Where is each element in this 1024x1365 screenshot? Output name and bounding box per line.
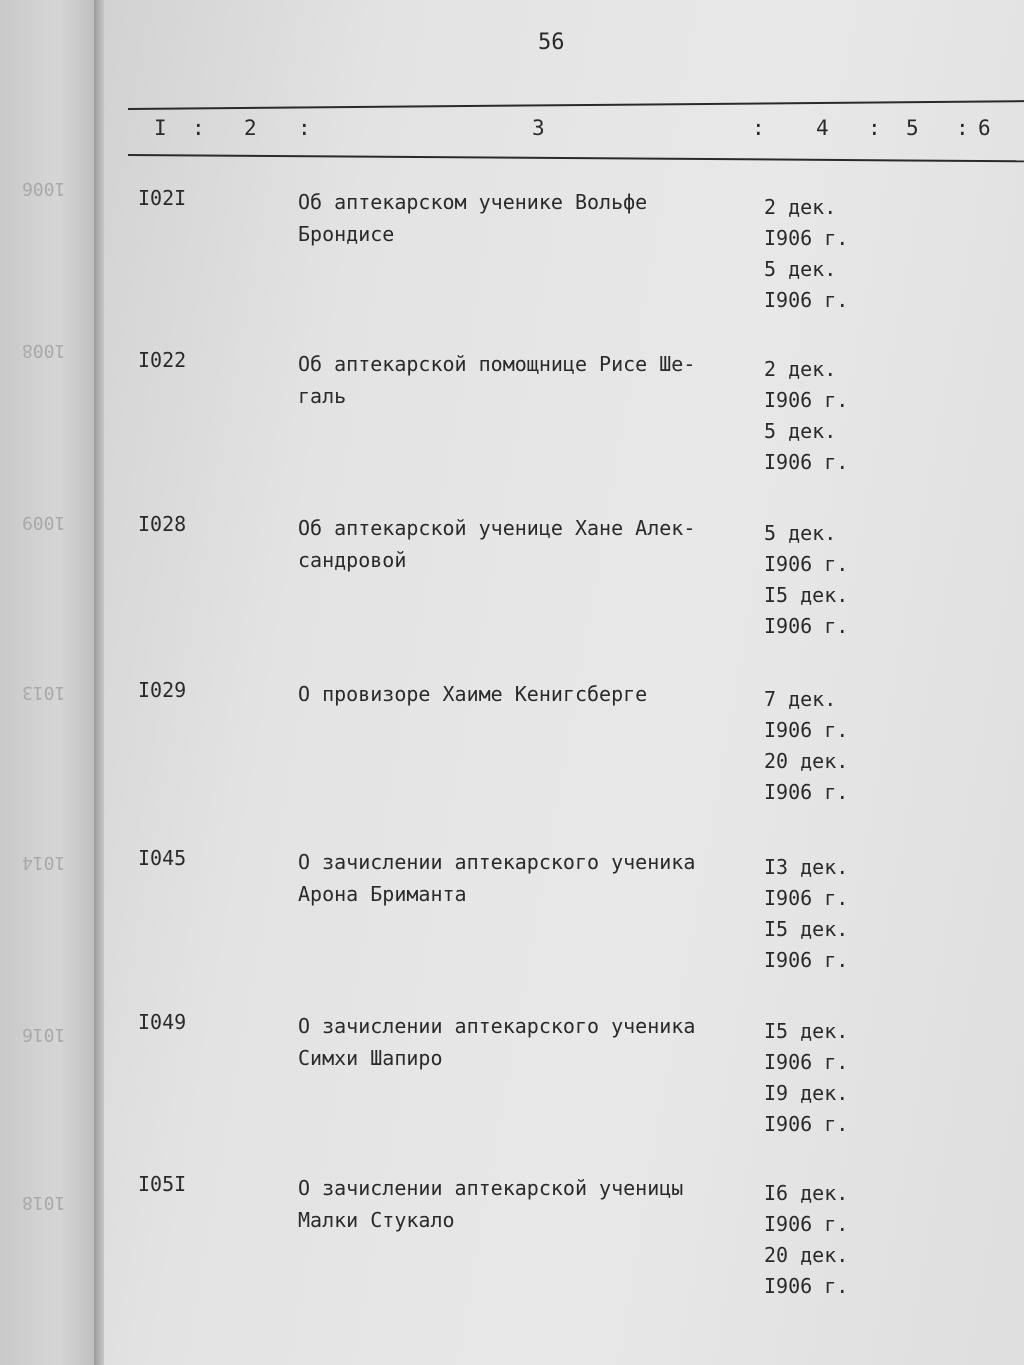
header-rule-bottom	[128, 154, 1024, 162]
entry-dates	[764, 518, 848, 642]
date-start-year: I906 г.	[764, 718, 849, 742]
list-item	[104, 512, 1024, 672]
date-start: I6 дек.	[764, 1181, 849, 1205]
entry-title	[298, 348, 763, 412]
column-separator: :	[298, 116, 311, 140]
entry-number: I045	[138, 846, 187, 870]
ghost-number: 1014	[22, 852, 66, 873]
date-end: 20 дек.	[764, 1243, 849, 1267]
entry-number: I02I	[138, 186, 187, 210]
date-start: 2 дек.	[764, 357, 837, 381]
date-start-year: I906 г.	[764, 1050, 849, 1074]
entry-title-line: галь	[298, 384, 347, 408]
entry-number: I049	[138, 1010, 187, 1034]
date-start-year: I906 г.	[764, 1212, 849, 1236]
date-end-year: I906 г.	[764, 948, 849, 972]
entry-number: I029	[138, 678, 187, 702]
column-separator: :	[868, 116, 881, 140]
list-item	[104, 678, 1024, 838]
date-start-year: I906 г.	[764, 388, 849, 412]
column-header-6: 6	[978, 116, 991, 140]
entry-title	[298, 1010, 763, 1074]
entry-title-line: Об аптекарской помощнице Рисе Ше-	[298, 352, 696, 376]
column-separator: :	[956, 116, 969, 140]
entry-title-line: Малки Стукало	[298, 1208, 455, 1232]
list-item	[104, 348, 1024, 508]
entry-dates	[764, 1016, 848, 1140]
entry-title-line: О зачислении аптекарской ученицы	[298, 1176, 684, 1200]
list-item	[104, 1010, 1024, 1170]
list-item	[104, 1172, 1024, 1332]
entry-title	[298, 512, 763, 576]
entry-title-line: Симхи Шапиро	[298, 1046, 443, 1070]
entry-title-line: Об аптекарском ученике Вольфе	[298, 190, 648, 214]
document-page	[104, 0, 1024, 1365]
entry-number: I05I	[138, 1172, 187, 1196]
date-start: 5 дек.	[764, 521, 837, 545]
column-header-5: 5	[906, 116, 919, 140]
date-end-year: I906 г.	[764, 450, 849, 474]
date-end: I9 дек.	[764, 1081, 849, 1105]
date-end: 20 дек.	[764, 749, 849, 773]
entry-number: I022	[138, 348, 187, 372]
column-header-3: 3	[532, 116, 545, 140]
date-start: 2 дек.	[764, 195, 837, 219]
date-start-year: I906 г.	[764, 552, 849, 576]
entry-dates	[764, 192, 848, 316]
date-start: 7 дек.	[764, 687, 837, 711]
date-start: I3 дек.	[764, 855, 849, 879]
entry-number: I028	[138, 512, 187, 536]
column-separator: :	[752, 116, 765, 140]
column-header-4: 4	[816, 116, 829, 140]
date-end-year: I906 г.	[764, 1112, 849, 1136]
entry-title-line: Арона Бриманта	[298, 882, 467, 906]
date-end-year: I906 г.	[764, 614, 849, 638]
date-end: 5 дек.	[764, 257, 837, 281]
column-header-1: I	[154, 116, 167, 140]
date-start: I5 дек.	[764, 1019, 849, 1043]
ghost-number: 1009	[22, 512, 66, 533]
entry-title-line: О зачислении аптекарского ученика	[298, 850, 696, 874]
ghost-number: 1013	[22, 682, 66, 703]
entry-title	[298, 1172, 763, 1236]
ghost-number: 1018	[22, 1192, 66, 1213]
date-end-year: I906 г.	[764, 288, 849, 312]
date-end-year: I906 г.	[764, 1274, 849, 1298]
entry-title-line: О зачислении аптекарского ученика	[298, 1014, 696, 1038]
date-end: I5 дек.	[764, 583, 849, 607]
column-separator: :	[192, 116, 205, 140]
ghost-number: 1008	[22, 340, 66, 361]
date-start-year: I906 г.	[764, 886, 849, 910]
entry-dates	[764, 1178, 848, 1302]
ghost-number: 1006	[22, 178, 66, 199]
entry-title-line: Брондисе	[298, 222, 395, 246]
entry-title-line: Об аптекарской ученице Хане Алек-	[298, 516, 696, 540]
entry-title	[298, 186, 763, 250]
date-end-year: I906 г.	[764, 780, 849, 804]
entry-title	[298, 846, 763, 910]
entry-title-line: сандровой	[298, 548, 407, 572]
list-item	[104, 846, 1024, 1006]
facing-page	[0, 0, 98, 1365]
entry-title-line: О провизоре Хаиме Кенигсберге	[298, 682, 648, 706]
date-start-year: I906 г.	[764, 226, 849, 250]
ghost-number: 1016	[22, 1024, 66, 1045]
date-end: I5 дек.	[764, 917, 849, 941]
header-rule-top	[128, 100, 1024, 110]
entry-dates	[764, 354, 848, 478]
page-number: 56	[538, 30, 565, 55]
date-end: 5 дек.	[764, 419, 837, 443]
entry-dates	[764, 684, 848, 808]
entry-dates	[764, 852, 848, 976]
list-item	[104, 186, 1024, 346]
column-header-2: 2	[244, 116, 257, 140]
entry-title	[298, 678, 763, 710]
